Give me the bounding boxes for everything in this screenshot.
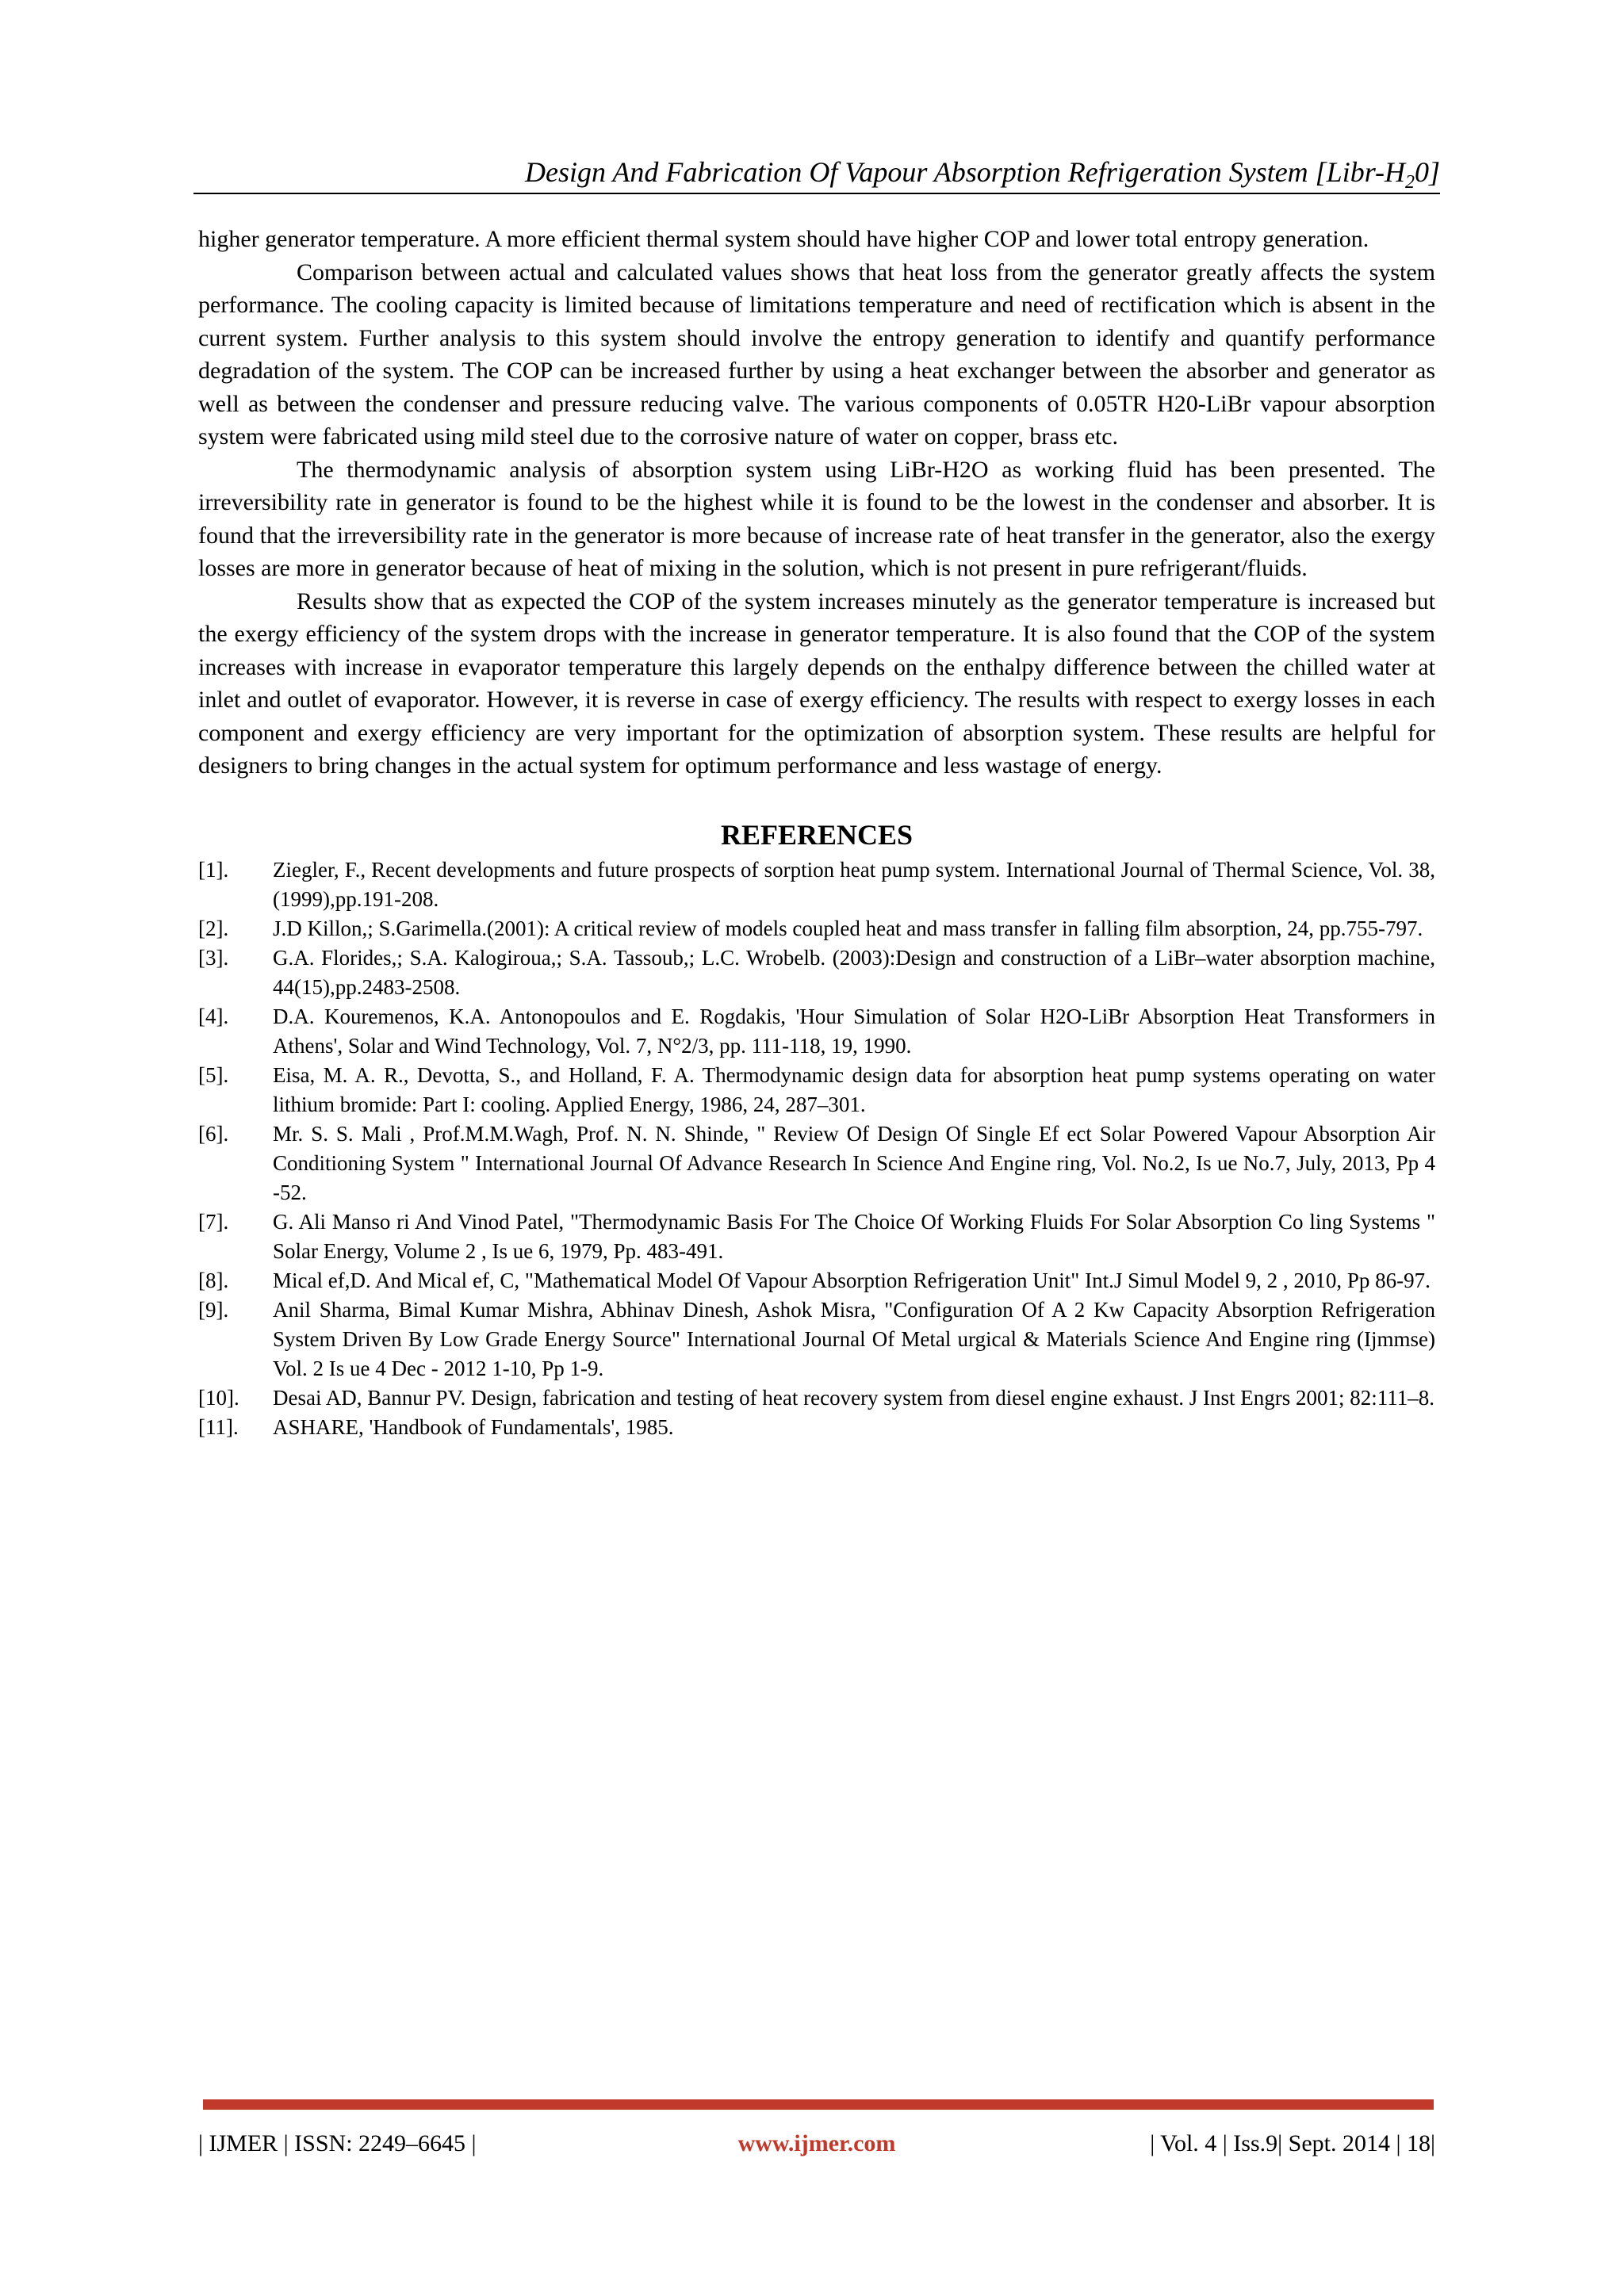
reference-number: [1].: [198, 857, 229, 882]
footer-journal-issn: | IJMER | ISSN: 2249–6645 |: [198, 2130, 477, 2156]
reference-number: [3].: [198, 945, 229, 970]
running-header-title: Design And Fabrication Of Vapour Absorption Refrigeration System [Libr-H: [525, 156, 1405, 188]
reference-text: Eisa, M. A. R., Devotta, S., and Holland, F. A. Thermodynamic design data for absorption heat pump systems operating on water lithium bromide: Part I: cooling. Applied Energy, 1986, 24, 287–301.: [273, 1062, 1435, 1116]
reference-number: [5].: [198, 1062, 229, 1087]
reference-item: [198, 1383, 1435, 1413]
reference-text: ASHARE, 'Handbook of Fundamentals', 1985.: [273, 1414, 674, 1439]
body-paragraph: Results show that as expected the COP of the system increases minutely as the generator temperature is increased but the exergy efficiency of the system drops with the increase in generator temperature. It is also found that the COP of the system increases with increase in evaporator temperature this largely depends on the enthalpy difference between the chilled water at inlet and outlet of evaporator. However, it is reverse in case of exergy efficiency. The results with respect to exergy losses in each component and exergy efficiency are very important for the optimization of absorption system. These results are helpful for designers to bring changes in the actual system for optimum performance and less wastage of energy.: [198, 587, 1435, 779]
reference-text: Desai AD, Bannur PV. Design, fabrication and testing of heat recovery system from diesel engine exhaust. J Inst Engrs 2001; 82:111–8.: [273, 1385, 1434, 1410]
reference-number: [7].: [198, 1209, 229, 1234]
references-heading: REFERENCES: [720, 818, 914, 851]
reference-number: [8].: [198, 1268, 229, 1292]
running-header: [193, 152, 1440, 202]
page-content: [198, 223, 1435, 1442]
reference-text: Ziegler, F., Recent developments and future prospects of sorption heat pump system. International Journal of Thermal Science, Vol. 38, (1999),pp.191-208.: [273, 857, 1435, 911]
reference-text: G.A. Florides,; S.A. Kalogiroua,; S.A. Tassoub,; L.C. Wrobelb. (2003):Design and construction of a LiBr–water absorption machine, 44(15),pp.2483-2508.: [273, 945, 1435, 999]
reference-item: [198, 943, 1435, 1002]
footer-rule: [203, 2099, 1434, 2110]
reference-number: [10].: [198, 1385, 239, 1410]
reference-number: [9].: [198, 1297, 229, 1322]
reference-number: [2].: [198, 916, 229, 940]
reference-item: [198, 1295, 1435, 1383]
running-header-subscript: 2: [1404, 172, 1415, 193]
reference-text: D.A. Kouremenos, K.A. Antonopoulos and E. Rogdakis, 'Hour Simulation of Solar H2O-LiBr Absorption Heat Transformers in Athens', Solar and Wind Technology, Vol. 7, N°2/3, pp. 111-118, 19, 1990.: [273, 1004, 1435, 1058]
running-header-title-end: 0]: [1414, 156, 1440, 188]
header-rule: [193, 193, 1440, 194]
reference-text: J.D Killon,; S.Garimella.(2001): A critical review of models coupled heat and mass transfer in falling film absorption, 24, pp.755-797.: [273, 916, 1423, 940]
reference-text: G. Ali Manso ri And Vinod Patel, "Thermodynamic Basis For The Choice Of Working Fluids For Solar Absorption Co ling Systems " Solar Energy, Volume 2 , Is ue 6, 1979, Pp. 483-491.: [273, 1209, 1435, 1263]
reference-item: [198, 1119, 1435, 1207]
reference-text: Anil Sharma, Bimal Kumar Mishra, Abhinav Dinesh, Ashok Misra, "Configuration Of A 2 Kw Capacity Absorption Refrigeration System Driven By Low Grade Energy Source" International Journal Of Metal urgical & Materials Science And Engine ring (Ijmmse) Vol. 2 Is ue 4 Dec - 2012 1-10, Pp 1-9.: [273, 1297, 1435, 1380]
page-footer: [198, 2126, 1435, 2161]
reference-item: [198, 1266, 1435, 1295]
reference-item: [198, 914, 1435, 943]
footer-website-link[interactable]: www.ijmer.com: [737, 2130, 896, 2156]
reference-list: [198, 855, 1435, 1442]
reference-number: [11].: [198, 1414, 239, 1439]
footer-volume-page: | Vol. 4 | Iss.9| Sept. 2014 | 18|: [1150, 2130, 1435, 2156]
body-paragraph: higher generator temperature. A more efficient thermal system should have higher COP and lower total entropy generation.: [198, 226, 1369, 252]
reference-text: Mical ef,D. And Mical ef, C, "Mathematical Model Of Vapour Absorption Refrigeration Unit" Int.J Simul Model 9, 2 , 2010, Pp 86-97.: [273, 1268, 1431, 1292]
body-paragraph: Comparison between actual and calculated values shows that heat loss from the generator greatly affects the system performance. The cooling capacity is limited because of limitations temperature and need of rectification which is absent in the current system. Further analysis to this system should involve the entropy generation to identify and quantify performance degradation of the system. The COP can be increased further by using a heat exchanger between the absorber and generator as well as between the condenser and pressure reducing valve. The various components of 0.05TR H20-LiBr vapour absorption system were fabricated using mild steel due to the corrosive nature of water on copper, brass etc.: [198, 258, 1435, 450]
reference-item: [198, 1413, 1435, 1442]
reference-number: [6].: [198, 1121, 229, 1146]
reference-number: [4].: [198, 1004, 229, 1028]
reference-item: [198, 1207, 1435, 1266]
reference-text: Mr. S. S. Mali , Prof.M.M.Wagh, Prof. N. N. Shinde, " Review Of Design Of Single Ef ect Solar Powered Vapour Absorption Air Conditioning System " International Journal Of Advance Research In Science And Engine ring, Vol. No.2, Is ue No.7, July, 2013, Pp 4 -52.: [273, 1121, 1435, 1204]
reference-item: [198, 1002, 1435, 1061]
reference-item: [198, 855, 1435, 914]
reference-item: [198, 1061, 1435, 1119]
body-paragraph: The thermodynamic analysis of absorption system using LiBr-H2O as working fluid has been presented. The irreversibility rate in generator is found to be the highest while it is found to be the lowest in the condenser and absorber. It is found that the irreversibility rate in the generator is more because of increase rate of heat transfer in the generator, also the exergy losses are more in generator because of heat of mixing in the solution, which is not present in pure refrigerant/fluids.: [198, 456, 1435, 581]
